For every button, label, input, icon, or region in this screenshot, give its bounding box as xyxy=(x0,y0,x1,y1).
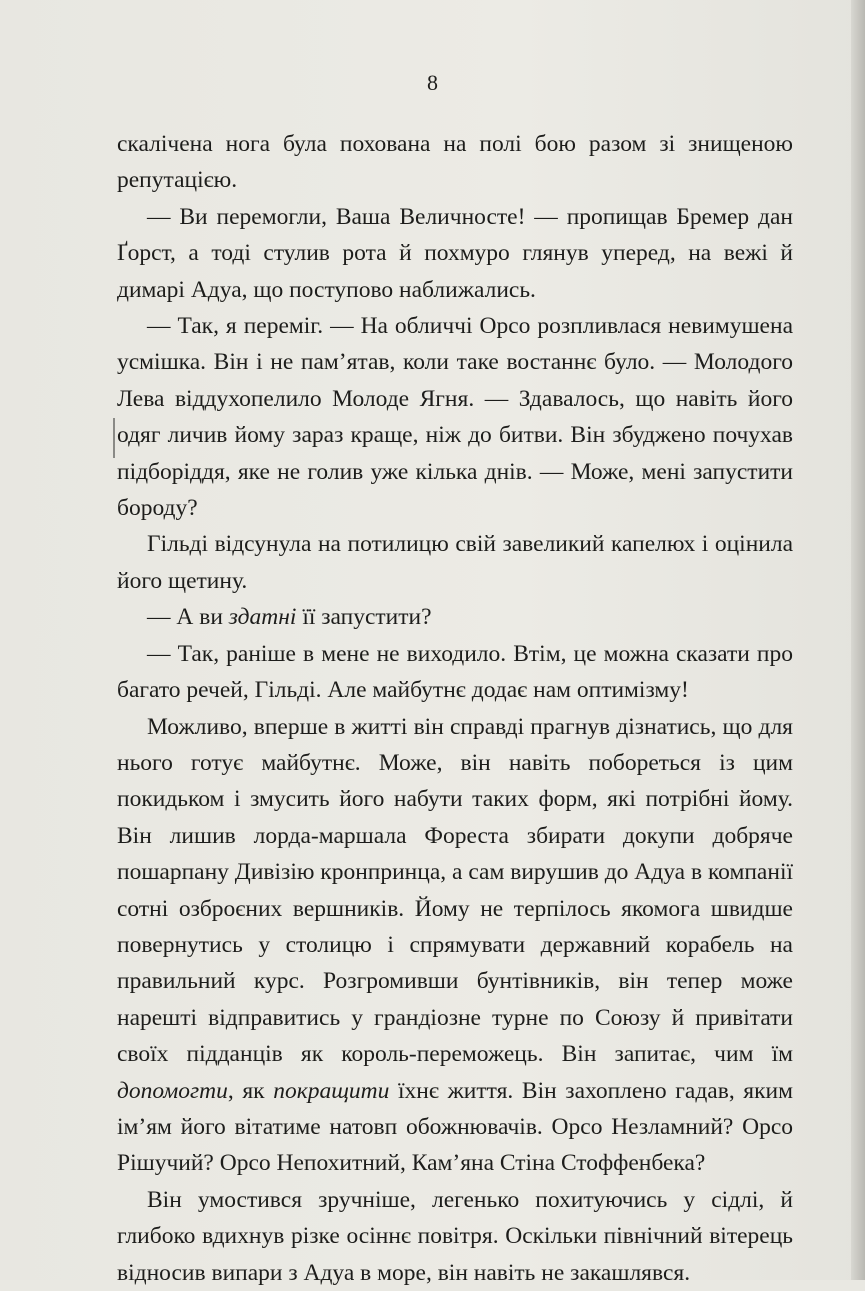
paragraph xyxy=(117,199,793,308)
paragraph xyxy=(117,526,793,599)
text-run: , як xyxy=(227,1077,274,1104)
text-run: Гільді відсунула на потилицю свій завеликий капелюх і оцінила його щетину. xyxy=(117,531,793,594)
paragraph xyxy=(117,599,793,635)
text-run: Можливо, вперше в житті він справді прагнув дізнатись, що для нього готує майбутнє. Може, він навіть побореться із цим покидьком і змусить його набути таких форм, які потрібні йому. Він лишив лорда-маршала Фореста збирати докупи добряче пошарпану Дивізію кронпринца, а сам вирушив до Адуа в компанії сотні озброєних вершників. Йому не терпілось якомога швидше повернутись у столицю і спрямувати державний корабель на правильний курс. Розгромивши бунтівників, він тепер може нарешті відправитись у грандіозне турне по Союзу й привітати своїх підданців як король-переможець. Він запитає, чим їм xyxy=(117,713,793,1068)
paragraph xyxy=(117,1182,793,1291)
text-run: їхнє життя. Він захоплено гадав, яким ім’ям його вітатиме натовп обожнювачів. Орсо Незламний? Орсо Рішучий? Орсо Непохитний, Кам’яна Стіна Стоффенбека? xyxy=(117,1077,793,1177)
paragraph xyxy=(117,126,793,199)
paragraph xyxy=(117,636,793,709)
text-run: — Так, раніше в мене не виходило. Втім, це можна сказати про багато речей, Гільді. Але майбутнє додає нам оптимізму! xyxy=(117,640,793,704)
text-run: — Ви перемогли, Ваша Величносте! — пропищав Бремер дан Ґорст, а тоді стулив рота й похмуро глянув уперед, на вежі й димарі Адуа, що поступово наближались. xyxy=(117,203,793,303)
paragraph xyxy=(117,308,793,526)
page-edge xyxy=(851,0,865,1280)
text-run: скалічена нога була похована на полі бою разом зі знищеною репутацією. xyxy=(117,131,793,194)
page-number: 8 xyxy=(427,70,438,95)
margin-mark xyxy=(113,418,115,458)
emphasis: допомогти xyxy=(117,1077,228,1104)
body-text xyxy=(117,126,793,1291)
text-run: Він умостився зручніше, легенько похитуючись у сідлі, й глибоко вдихнув різке осіннє повітря. Оскільки північний вітерець відносив випари з Адуа в море, він навіть не закашлявся. xyxy=(117,1186,793,1286)
text-run: — Так, я переміг. — На обличчі Орсо розпливлася невимушена усмішка. Він і не пам’ятав, коли таке востаннє було. — Молодого Лева віддухопелило Молоде Ягня. — Здавалось, що навіть його одяг личив йому зараз краще, ніж до битви. Він збуджено почухав підборіддя, яке не голив уже кілька днів. — Може, мені запустити бороду? xyxy=(117,313,793,522)
text-run: її запустити? xyxy=(296,604,432,631)
paragraph xyxy=(117,709,793,1182)
emphasis: здатні xyxy=(228,604,297,631)
text-run: — А ви xyxy=(147,604,229,631)
emphasis: покращити xyxy=(273,1077,390,1104)
